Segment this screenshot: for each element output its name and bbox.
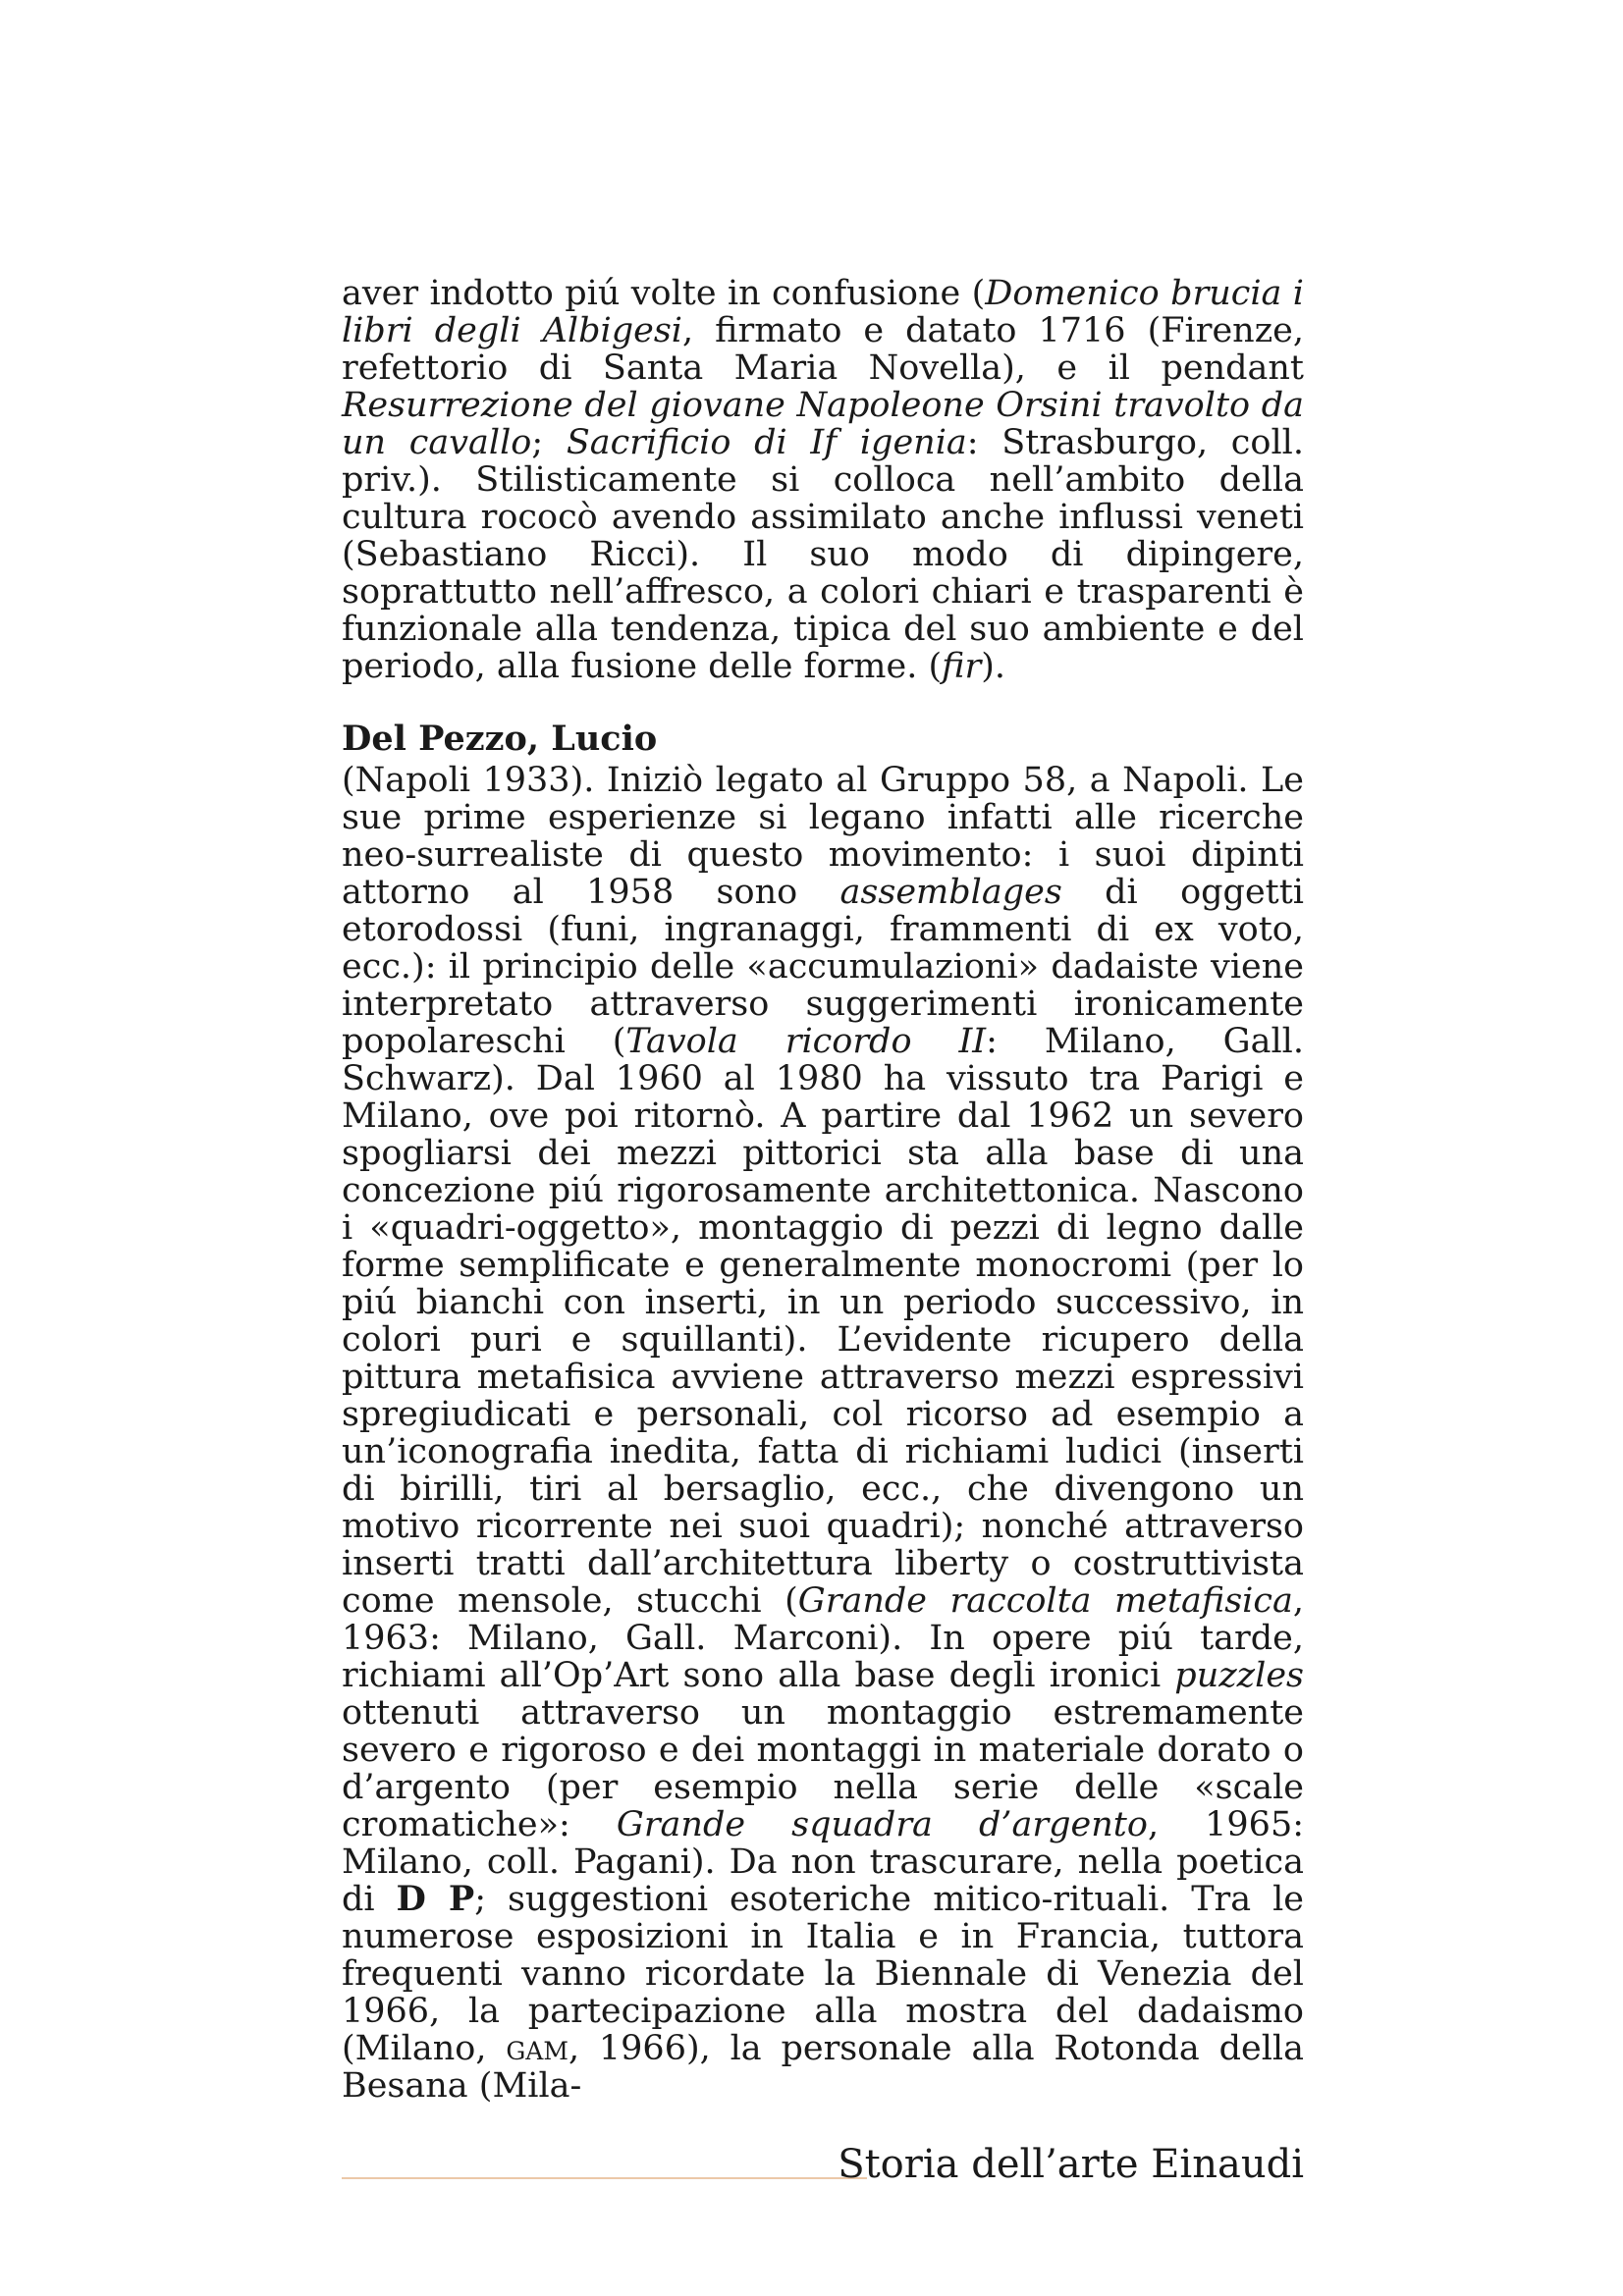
page-footer <box>342 2140 1304 2189</box>
text-segment: , firmato e datato 1716 (Firenze, refettorio di Santa Maria Novella), e il pendant <box>342 311 1304 388</box>
footer-rule <box>342 2177 867 2179</box>
entry-body-text <box>342 762 1304 2105</box>
text-segment: puzzles <box>1174 1656 1304 1695</box>
text-segment: Tavola ricordo II <box>625 1022 987 1061</box>
text-segment: (Napoli 1933). Iniziò legato al Gruppo 58, a Napoli. Le sue prime esperienze si legano infatti alle ricerche neo-surrealiste di questo movimento: i suoi dipinti attorno al 1958 sono <box>342 761 1304 912</box>
text-segment: : Strasburgo, coll. priv.). Stilisticamente si colloca nell’ambito della cultura rococò avendo assimilato anche influssi veneti (Sebastiano Ricci). Il suo modo di dipingere, soprattutto nell’affresco, a colori chiari e trasparenti è funzionale alla tendenza, tipica del suo ambiente e del periodo, alla fusione delle forme. ( <box>342 423 1304 686</box>
text-segment: ; suggestioni esoteriche mitico-rituali. Tra le numerose esposizioni in Italia e in Francia, tuttora frequenti vanno ricordate la Biennale di Venezia del 1966, la partecipazione alla mostra del dadaismo (Milano, <box>342 1880 1304 2068</box>
text-segment: Grande raccolta metafisica <box>797 1581 1293 1621</box>
text-segment: ; <box>531 423 567 462</box>
text-segment: assemblages <box>839 873 1062 912</box>
text-segment: Sacrificio di If igenia <box>566 423 967 462</box>
text-segment: aver indotto piú volte in confusione ( <box>342 274 986 313</box>
text-segment: ottenuti attraverso un montaggio estremamente severo e rigoroso e dei montaggi in materiale dorato o d’argento (per esempio nella serie delle «scale cromatiche»: <box>342 1693 1304 1844</box>
footer-label: Storia dell’arte Einaudi <box>838 2142 1304 2187</box>
text-segment: Domenico brucia i libri degli Albigesi <box>342 274 1304 350</box>
text-segment: , 1965: Milano, coll. Pagani). Da non trascurare, nella poetica di <box>342 1805 1305 1919</box>
text-segment: fir <box>942 647 982 686</box>
text-segment: , 1963: Milano, Gall. Marconi). In opere piú tarde, richiami all’Op’Art sono alla base degli ironici <box>342 1581 1304 1695</box>
text-segment: Resurrezione del giovane Napoleone Orsini travolto da un cavallo <box>342 386 1304 462</box>
text-segment: gam <box>506 2029 568 2068</box>
text-segment: D P <box>396 1879 475 1919</box>
text-segment: Grande squadra d’argento <box>616 1805 1148 1844</box>
text-segment: ). <box>981 647 1005 686</box>
text-segment: di oggetti etorodossi (funi, ingranaggi, frammenti di ex voto, ecc.): il principio delle «accumulazioni» dadaiste viene interpretato attraverso suggerimenti ironicamente popolareschi ( <box>342 873 1304 1061</box>
entry-title: Del Pezzo, Lucio <box>342 719 658 759</box>
page-body <box>342 275 1304 2105</box>
entry-continuation-text <box>342 275 1304 685</box>
text-segment: , 1966), la personale alla Rotonda della Besana (Mila- <box>342 2029 1304 2106</box>
text-segment: : Milano, Gall. Schwarz). Dal 1960 al 1980 ha vissuto tra Parigi e Milano, ove poi ritornò. A partire dal 1962 un severo spogliarsi dei mezzi pittorici sta alla base di una concezione piú rigorosamente architettonica. Nascono i «quadri-oggetto», montaggio di pezzi di legno dalle forme semplificate e generalmente monocromi (per lo piú bianchi con inserti, in un periodo successivo, in colori puri e squillanti). L’evidente ricupero della pittura metafisica avviene attraverso mezzi espressivi spregiudicati e personali, col ricorso ad esempio a un’iconografia inedita, fatta di richiami ludici (inserti di birilli, tiri al bersaglio, ecc., che divengono un motivo ricorrente nei suoi quadri); nonché attraverso inserti tratti dall’architettura liberty o costruttivista come mensole, stucchi ( <box>342 1022 1305 1621</box>
